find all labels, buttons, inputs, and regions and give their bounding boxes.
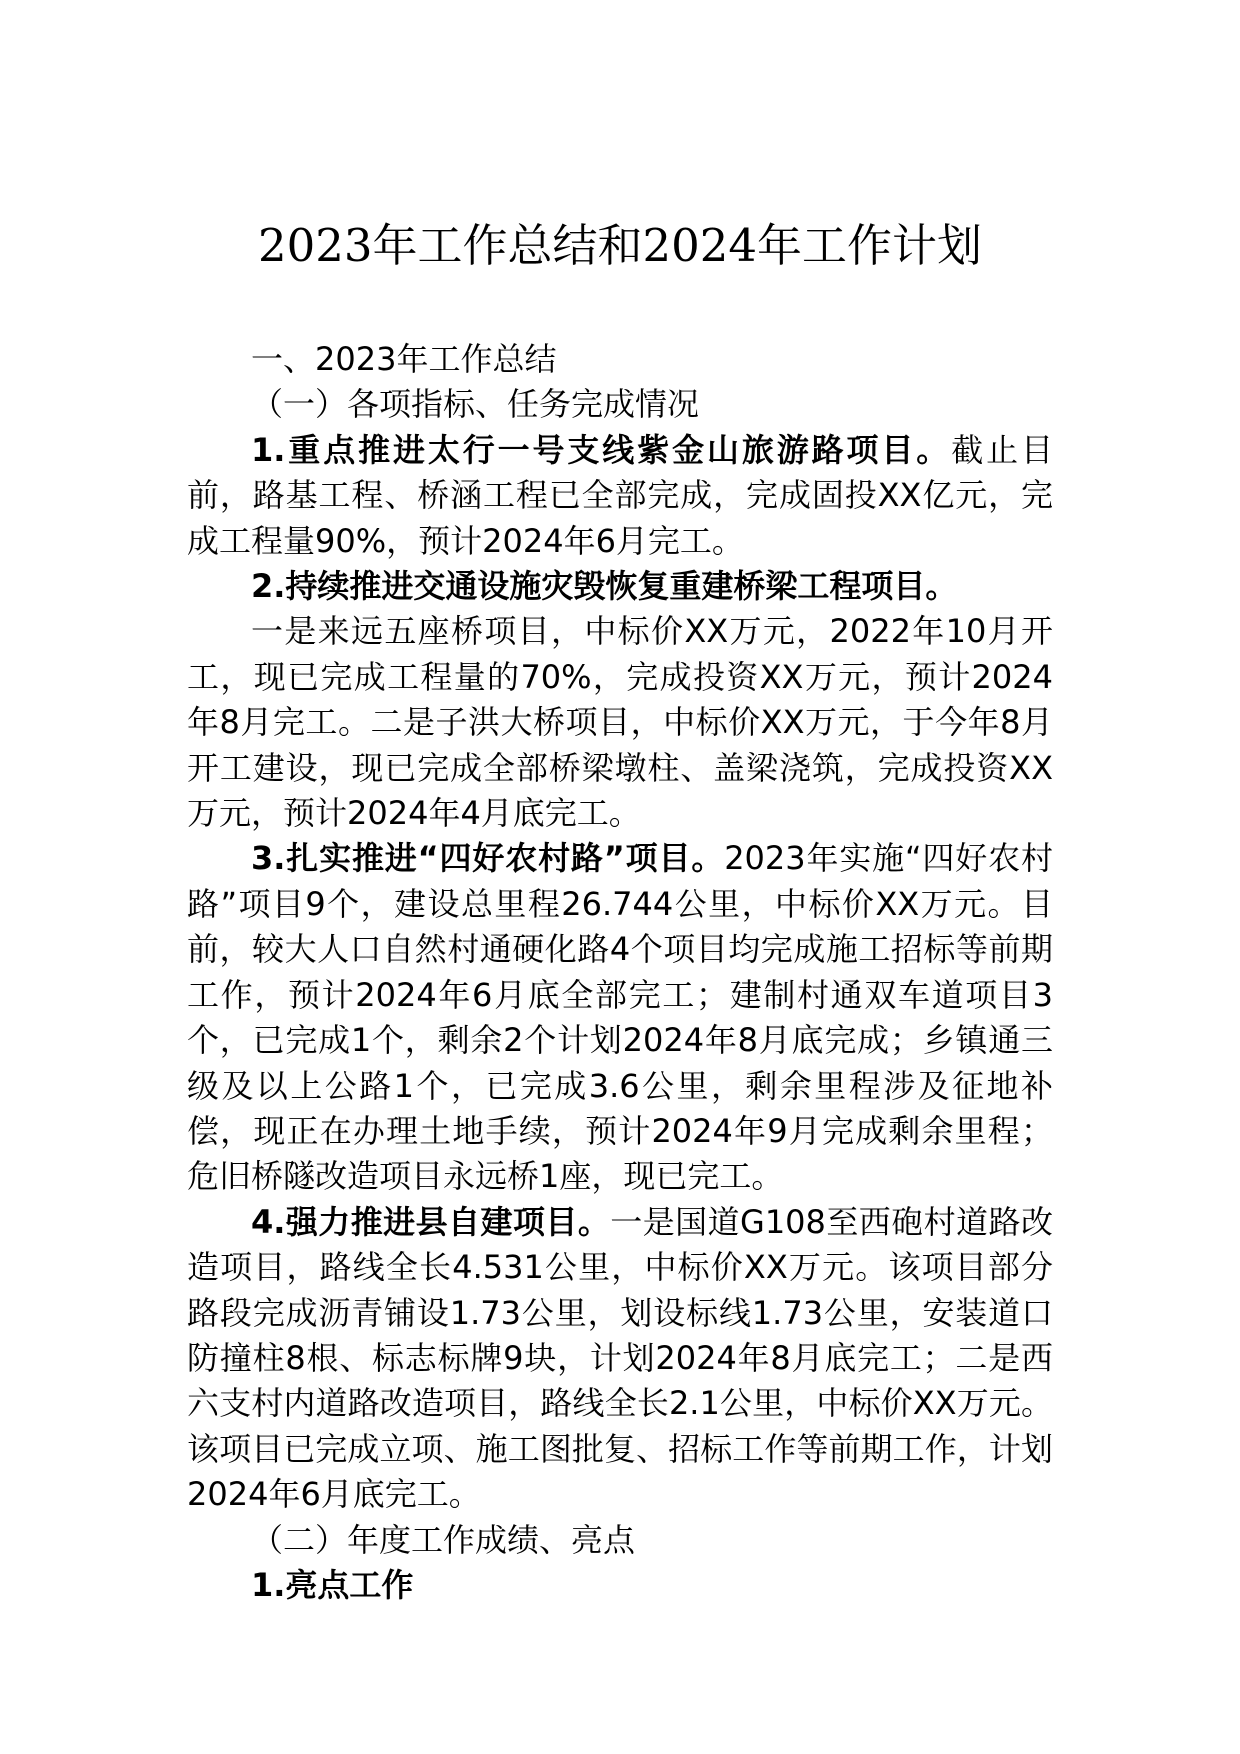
paragraph-lead: 2.持续推进交通设施灾毁恢复重建桥梁工程项目。 xyxy=(251,567,958,606)
paragraph-item-2 xyxy=(187,564,1053,609)
paragraph-lead: 3.扎实推进“四好农村路”项目。 xyxy=(251,839,725,878)
paragraph-text: 2023年实施“四好农村路”项目9个，建设总里程26.744公里，中标价XX万元。目前，较大人口自然村通硬化路4个项目均完成施工招标等前期工作，预计2024年6月底全部完工；建制村通双车道项目3个，已完成1个，剩余2个计划2024年8月底完成；乡镇通三级及以上公路1个，已完成3.6公里，剩余里程涉及征地补偿，现正在办理土地手续，预计2024年9月完成剩余里程；危旧桥隧改造项目永远桥1座，现已完工。 xyxy=(187,839,1053,1196)
paragraph-item-2-detail xyxy=(187,609,1053,836)
paragraph-item-4 xyxy=(187,1200,1053,1518)
paragraph-text: 一是来远五座桥项目，中标价XX万元，2022年10月开工，现已完成工程量的70%，完成投资XX万元，预计2024年8月完工。二是子洪大桥项目，中标价XX万元，于今年8月开工建设，现已完成全部桥梁墩柱、盖梁浇筑，完成投资XX万元，预计2024年4月底完工。 xyxy=(187,612,1053,833)
document-body xyxy=(187,337,1053,1608)
achievement-item-highlight: 1.亮点工作 xyxy=(251,1565,414,1604)
paragraph-text: 截止目前，路基工程、桥涵工程已全部完成，完成固投XX亿元，完成工程量90%，预计2024年6月完工。 xyxy=(187,430,1053,560)
subsection-heading-achievements: （二）年度工作成绩、亮点 xyxy=(251,1520,636,1559)
paragraph-lead: 1.重点推进太行一号支线紫金山旅游路项目。 xyxy=(251,430,952,469)
paragraph-lead: 4.强力推进县自建项目。 xyxy=(251,1202,611,1241)
subsection-heading-indicators: （一）各项指标、任务完成情况 xyxy=(251,385,700,424)
section-heading-summary: 一、2023年工作总结 xyxy=(251,340,557,378)
document-title: 2023年工作总结和2024年工作计划 xyxy=(257,219,983,272)
paragraph-item-3 xyxy=(187,836,1053,1199)
paragraph-item-1 xyxy=(187,428,1053,564)
paragraph-text: 一是国道G108至西砲村道路改造项目，路线全长4.531公里，中标价XX万元。该项目部分路段完成沥青铺设1.73公里，划设标线1.73公里，安装道口防撞柱8根、标志标牌9块，计划2024年8月底完工；二是西六支村内道路改造项目，路线全长2.1公里，中标价XX万元。该项目已完成立项、施工图批复、招标工作等前期工作，计划2024年6月底完工。 xyxy=(187,1202,1053,1514)
